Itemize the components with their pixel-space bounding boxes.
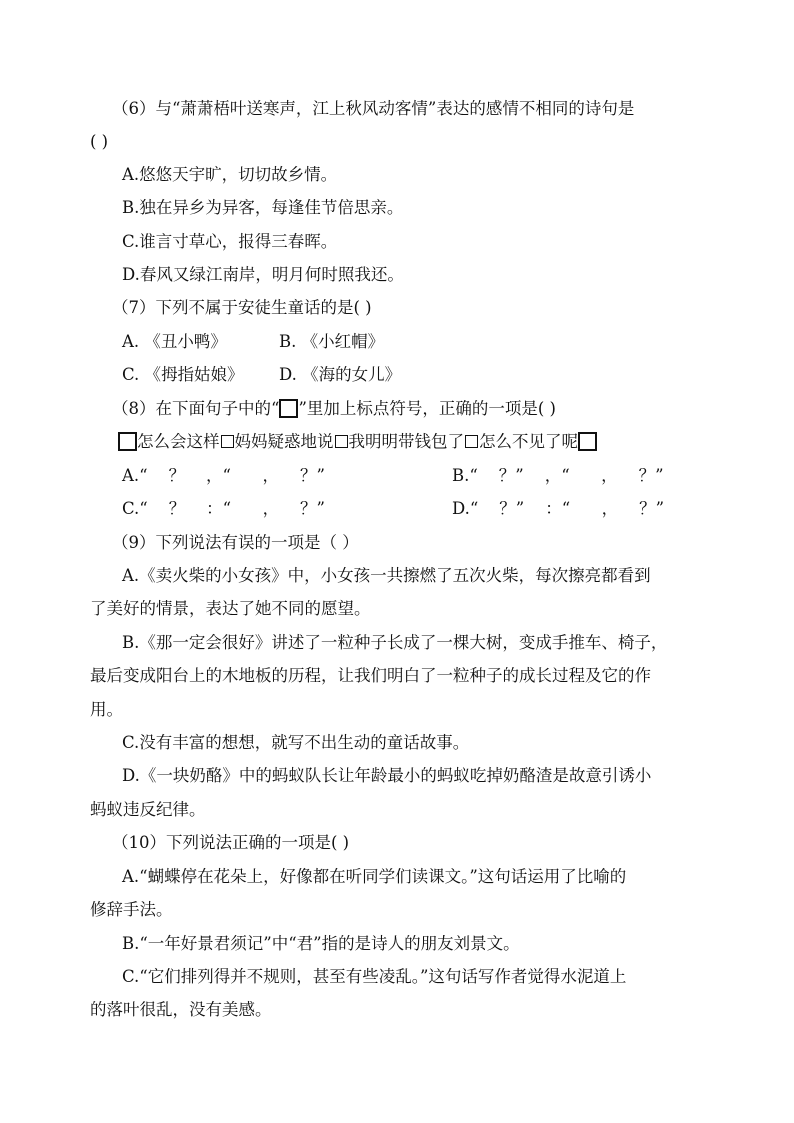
blank-box bbox=[118, 432, 137, 451]
blank-box bbox=[221, 435, 234, 448]
q7-option-a: A. 《丑小鸭》 bbox=[122, 332, 227, 351]
q8-option-c: C.“ ？ ：“ ， ？” bbox=[122, 499, 325, 518]
q8-stem-post: ”里加上标点符号，正确的一项是( ) bbox=[298, 399, 556, 418]
q10-stem: （10）下列说法正确的一项是( ) bbox=[112, 833, 350, 852]
q7-option-d: D. 《海的女儿》 bbox=[279, 365, 402, 384]
blank-box bbox=[465, 435, 478, 448]
q8-sentence bbox=[118, 431, 597, 453]
q9-option-d-line-1: D.《一块奶酪》中的蚂蚁队长让年龄最小的蚂蚁吃掉奶酪渣是故意引诱小 bbox=[122, 766, 652, 785]
q10-option-b: B.“一年好景君须记”中“君”指的是诗人的朋友刘景文。 bbox=[122, 934, 520, 953]
q8-sentence-part-3: 我明明带钱包了 bbox=[348, 432, 464, 451]
q7-option-b: B. 《小红帽》 bbox=[279, 332, 385, 351]
q6-option-c: C.谁言寸草心，报得三春晖。 bbox=[122, 232, 338, 251]
q8-option-d: D.“ ？” ：“ ， ？” bbox=[452, 499, 665, 518]
q9-option-c: C.没有丰富的想想，就写不出生动的童话故事。 bbox=[122, 733, 470, 752]
blank-box bbox=[335, 435, 348, 448]
blank-box bbox=[578, 432, 597, 451]
q9-stem: （9）下列说法有误的一项是（ ） bbox=[112, 533, 359, 552]
q10-option-a-line-2: 修辞手法。 bbox=[90, 900, 173, 919]
q6-option-a: A.悠悠天宇旷，切切故乡情。 bbox=[122, 165, 338, 184]
q7-option-c: C. 《拇指姑娘》 bbox=[122, 365, 244, 384]
q9-option-b-line-2: 最后变成阳台上的木地板的历程，让我们明白了一粒种子的成长过程及它的作 bbox=[90, 666, 651, 685]
q6-option-b: B.独在异乡为异客，每逢佳节倍思亲。 bbox=[122, 198, 404, 217]
q10-option-c-line-2: 的落叶很乱，没有美感。 bbox=[90, 1000, 272, 1019]
q8-option-b: B.“ ？” ，“ ， ？” bbox=[452, 466, 664, 485]
q10-option-c-line-1: C.“它们排列得并不规则，甚至有些凌乱。”这句话写作者觉得水泥道上 bbox=[122, 967, 627, 986]
q6-stem: （6）与“萧萧梧叶送寒声，江上秋风动客情”表达的感情不相同的诗句是 bbox=[112, 99, 635, 118]
q6-option-d: D.春风又绿江南岸，明月何时照我还。 bbox=[122, 265, 404, 284]
q9-option-b-line-3: 用。 bbox=[90, 700, 123, 719]
q9-option-b-line-1: B.《那一定会很好》讲述了一粒种子长成了一棵大树，变成手推车、椅子， bbox=[122, 633, 668, 652]
q8-option-a: A.“ ？ ，“ ， ？” bbox=[122, 466, 325, 485]
q9-option-a-line-2: 了美好的情景，表达了她不同的愿望。 bbox=[90, 599, 371, 618]
q8-sentence-part-1: 怎么会这样 bbox=[137, 432, 220, 451]
q8-stem-pre: （8）在下面句子中的“ bbox=[112, 399, 280, 418]
q8-stem bbox=[112, 398, 556, 420]
q9-option-d-line-2: 蚂蚁违反纪律。 bbox=[90, 800, 206, 819]
q8-sentence-part-4: 怎么不见了呢 bbox=[479, 432, 578, 451]
q8-sentence-part-2: 妈妈疑惑地说 bbox=[234, 432, 334, 451]
q6-answer-paren: ( ) bbox=[90, 132, 109, 151]
q9-option-a-line-1: A.《卖火柴的小女孩》中，小女孩一共擦燃了五次火柴，每次擦亮都看到 bbox=[122, 566, 651, 585]
blank-box bbox=[279, 399, 298, 418]
q10-option-a-line-1: A.“蝴蝶停在花朵上，好像都在听同学们读课文。”这句话运用了比喻的 bbox=[122, 867, 627, 886]
q7-stem: （7）下列不属于安徒生童话的是( ) bbox=[112, 298, 372, 317]
